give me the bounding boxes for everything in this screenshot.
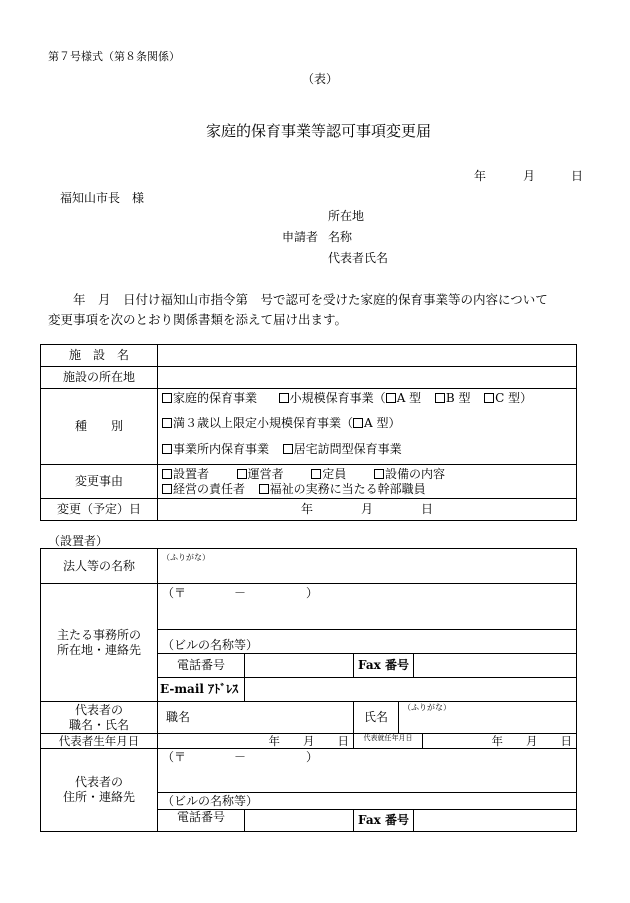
facility-address-field[interactable] xyxy=(158,367,577,389)
option-workplace: 事業所内保育事業 xyxy=(173,442,270,456)
office-label-line-1: 主たる事務所の xyxy=(56,627,141,642)
rep-appointed-value: 年 月 日 xyxy=(491,734,573,748)
rep-name-label: 氏名 xyxy=(354,702,399,733)
applicant-label: 申請者 xyxy=(282,230,319,244)
rep-name-furigana: （ふりがな） xyxy=(403,703,451,712)
checkbox[interactable] xyxy=(283,444,293,454)
rep-birth-label: 代表者生年月日 xyxy=(41,734,158,749)
checkbox[interactable] xyxy=(162,444,172,454)
checkbox[interactable] xyxy=(374,469,384,479)
facility-name-field[interactable] xyxy=(158,345,577,367)
rep-label-line-2: 職名・氏名 xyxy=(68,717,129,732)
option-type-c: C 型） xyxy=(495,391,533,405)
page-title: 家庭的保育事業等認可事項変更届 xyxy=(206,122,432,140)
phone-label: 電話番号 xyxy=(158,654,245,678)
section-label: （設置者） xyxy=(48,534,109,548)
rep-fax-label: Fax 番号 xyxy=(354,810,414,832)
reason-operator: 運営者 xyxy=(247,466,284,481)
rep-appointed-label: 代表就任年月日 xyxy=(354,734,423,748)
applicant-rep-label: 代表者氏名 xyxy=(328,251,389,265)
reason-executive-staff: 福祉の実務に当たる幹部職員 xyxy=(269,481,426,496)
furigana-note: （ふりがな） xyxy=(162,553,210,562)
option-type-a: A 型 xyxy=(396,391,422,405)
rep-birth-field[interactable]: 年 月 日 xyxy=(158,734,354,749)
form-side-label: （表） xyxy=(302,72,339,86)
rep-postal-field[interactable] xyxy=(158,749,577,793)
rep-building-placeholder: （ビルの名称等） xyxy=(162,793,259,808)
facility-name-label: 施 設 名 xyxy=(41,345,158,367)
statement-line-2: 変更事項を次のとおり関係書類を添えて届け出ます。 xyxy=(48,312,348,327)
type-label: 種 別 xyxy=(41,389,158,465)
reason-capacity: 定員 xyxy=(322,466,347,481)
option-small-scale: 小規模保育事業（ xyxy=(289,391,386,405)
checkbox[interactable] xyxy=(162,484,172,494)
building-placeholder: （ビルの名称等） xyxy=(162,638,259,652)
checkbox[interactable] xyxy=(162,393,172,403)
checkbox[interactable] xyxy=(279,393,289,403)
corp-name-field[interactable] xyxy=(158,549,577,584)
checkbox[interactable] xyxy=(353,418,363,428)
type-options xyxy=(158,389,577,465)
email-label: E-mail ｱﾄﾞﾚｽ xyxy=(158,678,245,702)
reason-label: 変更事由 xyxy=(41,465,158,499)
checkbox[interactable] xyxy=(237,469,247,479)
applicant-address-label: 所在地 xyxy=(328,209,365,223)
checkbox[interactable] xyxy=(386,393,396,403)
date-day-label: 日 xyxy=(571,169,584,183)
change-date-field[interactable]: 年 月 日 xyxy=(158,499,577,521)
reason-founder: 設置者 xyxy=(173,466,210,481)
facility-address-label: 施設の所在地 xyxy=(41,367,158,389)
option-age3-small-scale: 満３歳以上限定小規模保育事業（ xyxy=(173,416,354,430)
checkbox[interactable] xyxy=(311,469,321,479)
rep-appointed-field[interactable] xyxy=(354,734,577,749)
office-label xyxy=(41,584,158,702)
office-building-field[interactable] xyxy=(158,630,577,654)
addressee: 福知山市長 様 xyxy=(60,191,145,205)
fax-field[interactable] xyxy=(414,654,577,678)
statement-line-1: 年 月 日付け福知山市指令第 号で認可を受けた家庭的保育事業等の内容について xyxy=(48,292,548,307)
applicant-name-label: 名称 xyxy=(328,230,353,244)
rep-building-field[interactable] xyxy=(158,793,577,810)
rep-fax-field[interactable] xyxy=(414,810,577,832)
date-year-label: 年 xyxy=(474,169,487,183)
founder-table xyxy=(40,548,577,832)
rep-address-label xyxy=(41,749,158,832)
postal-code-placeholder: （〒 － ） xyxy=(162,586,319,600)
checkbox[interactable] xyxy=(162,418,172,428)
office-label-line-2: 所在地・連絡先 xyxy=(56,642,141,657)
rep-postal-placeholder: （〒 － ） xyxy=(162,750,319,765)
checkbox[interactable] xyxy=(484,393,494,403)
option-type-b: B 型 xyxy=(445,391,471,405)
office-postal-field[interactable] xyxy=(158,584,577,630)
rep-label-line-1: 代表者の xyxy=(74,702,123,717)
date-month-label: 月 xyxy=(523,169,536,183)
reason-facilities: 設備の内容 xyxy=(385,466,446,481)
fax-label: Fax 番号 xyxy=(354,654,414,678)
rep-address-label-line-2: 住所・連絡先 xyxy=(62,790,135,805)
option-age3-type-a: A 型） xyxy=(364,416,401,430)
email-field[interactable] xyxy=(245,678,577,702)
reason-options xyxy=(158,465,577,499)
corp-name-label: 法人等の名称 xyxy=(41,549,158,584)
rep-label xyxy=(41,702,158,734)
change-details-table xyxy=(40,344,577,521)
option-home-visit: 居宅訪問型保育事業 xyxy=(293,442,402,456)
job-title-label: 職名 xyxy=(166,710,191,724)
rep-address-label-line-1: 代表者の xyxy=(74,775,123,790)
form-number: 第７号様式（第８条関係） xyxy=(48,50,180,63)
change-date-label: 変更（予定）日 xyxy=(41,499,158,521)
reason-manager: 経営の責任者 xyxy=(173,481,246,496)
option-home-based: 家庭的保育事業 xyxy=(173,391,258,405)
rep-phone-label: 電話番号 xyxy=(158,810,245,832)
checkbox[interactable] xyxy=(435,393,445,403)
checkbox[interactable] xyxy=(162,469,172,479)
rep-name-field[interactable] xyxy=(354,702,577,734)
rep-phone-field[interactable] xyxy=(245,810,354,832)
checkbox[interactable] xyxy=(259,484,269,494)
rep-job-title-field[interactable] xyxy=(158,702,354,734)
phone-field[interactable] xyxy=(245,654,354,678)
